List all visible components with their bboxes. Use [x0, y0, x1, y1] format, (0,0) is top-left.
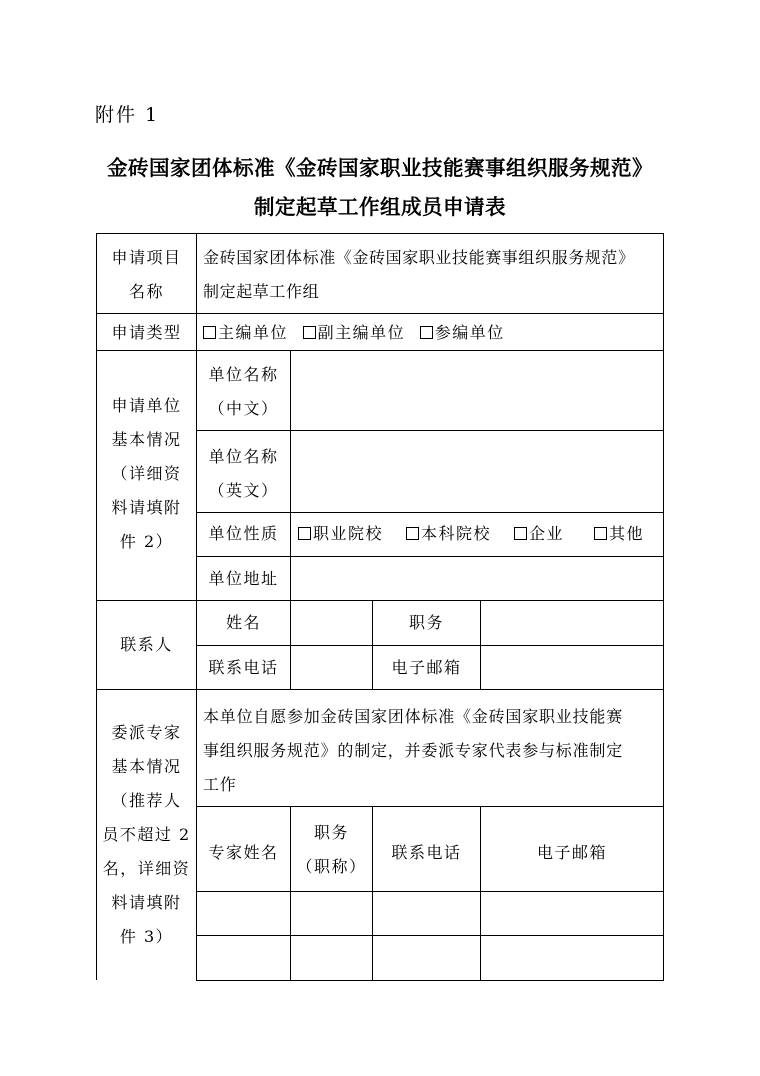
row-divider [96, 600, 664, 601]
row-divider [96, 313, 664, 314]
unit-nature-option-vocational-college[interactable]: 职业院校 [298, 517, 383, 551]
unit-nature-label: 单位性质 [208, 524, 279, 543]
apply-type-option-co-editor[interactable]: 参编单位 [420, 323, 505, 342]
project-name-value: 金砖国家团体标准《金砖国家职业技能赛事组织服务规范》 制定起草工作组 [203, 248, 635, 301]
col-divider [372, 806, 373, 980]
row-divider [96, 350, 664, 351]
contact-section-label: 联系人 [120, 635, 173, 654]
expert-col-email-header: 电子邮箱 [536, 843, 607, 862]
row-divider [196, 891, 664, 892]
expert-col-phone-header: 联系电话 [391, 843, 462, 862]
contact-email-label: 电子邮箱 [391, 658, 462, 677]
expert-col-title-header: 职务 （职称） [296, 823, 367, 876]
unit-address-label: 单位地址 [208, 569, 279, 588]
attachment-label: 附件 1 [95, 104, 160, 126]
row-divider [196, 512, 664, 513]
row-divider [196, 430, 664, 431]
expert-statement: 本单位自愿参加金砖国家团体标准《金砖国家职业技能赛 事组织服务规范》的制定，并委派专家代表参与标准制定 工作 [203, 707, 624, 794]
apply-type-option-chief-editor[interactable]: 主编单位 [203, 323, 288, 342]
unit-name-en-label: 单位名称 （英文） [208, 447, 279, 500]
row-divider [96, 689, 664, 690]
row-divider [196, 806, 664, 807]
apply-type-option-deputy-chief-editor[interactable]: 副主编单位 [303, 323, 406, 342]
col-divider [480, 806, 481, 980]
contact-name-label: 姓名 [225, 613, 261, 632]
page-title-line-1: 金砖国家团体标准《金砖国家职业技能赛事组织服务规范》 [107, 156, 653, 180]
contact-phone-label: 联系电话 [208, 658, 279, 677]
apply-type-label: 申请类型 [111, 323, 182, 342]
page-title-line-2: 制定起草工作组成员申请表 [254, 195, 506, 219]
unit-nature-option-other[interactable]: 其他 [594, 517, 644, 551]
table-border-bottom [196, 980, 664, 981]
unit-name-cn-label: 单位名称 （中文） [208, 365, 279, 418]
row-divider [196, 935, 664, 936]
row-divider [196, 645, 664, 646]
table-border-right [663, 233, 664, 981]
apply-type-options [203, 316, 505, 350]
unit-nature-option-enterprise[interactable]: 企业 [514, 517, 564, 551]
col-divider [480, 600, 481, 689]
expert-col-name-header: 专家姓名 [208, 843, 279, 862]
applicant-unit-section-label: 申请单位 基本情况 （详细资 料请填附 件 2） [111, 396, 182, 551]
contact-position-label: 职务 [408, 613, 444, 632]
row-divider [196, 556, 664, 557]
expert-section-label: 委派专家 基本情况 （推荐人 员不超过 2 名，详细资 料请填附 件 3） [102, 723, 191, 946]
project-name-label: 申请项目 名称 [111, 248, 182, 301]
col-divider [290, 350, 291, 689]
table-border-top [96, 233, 664, 234]
unit-nature-option-undergraduate-college[interactable]: 本科院校 [406, 517, 491, 551]
